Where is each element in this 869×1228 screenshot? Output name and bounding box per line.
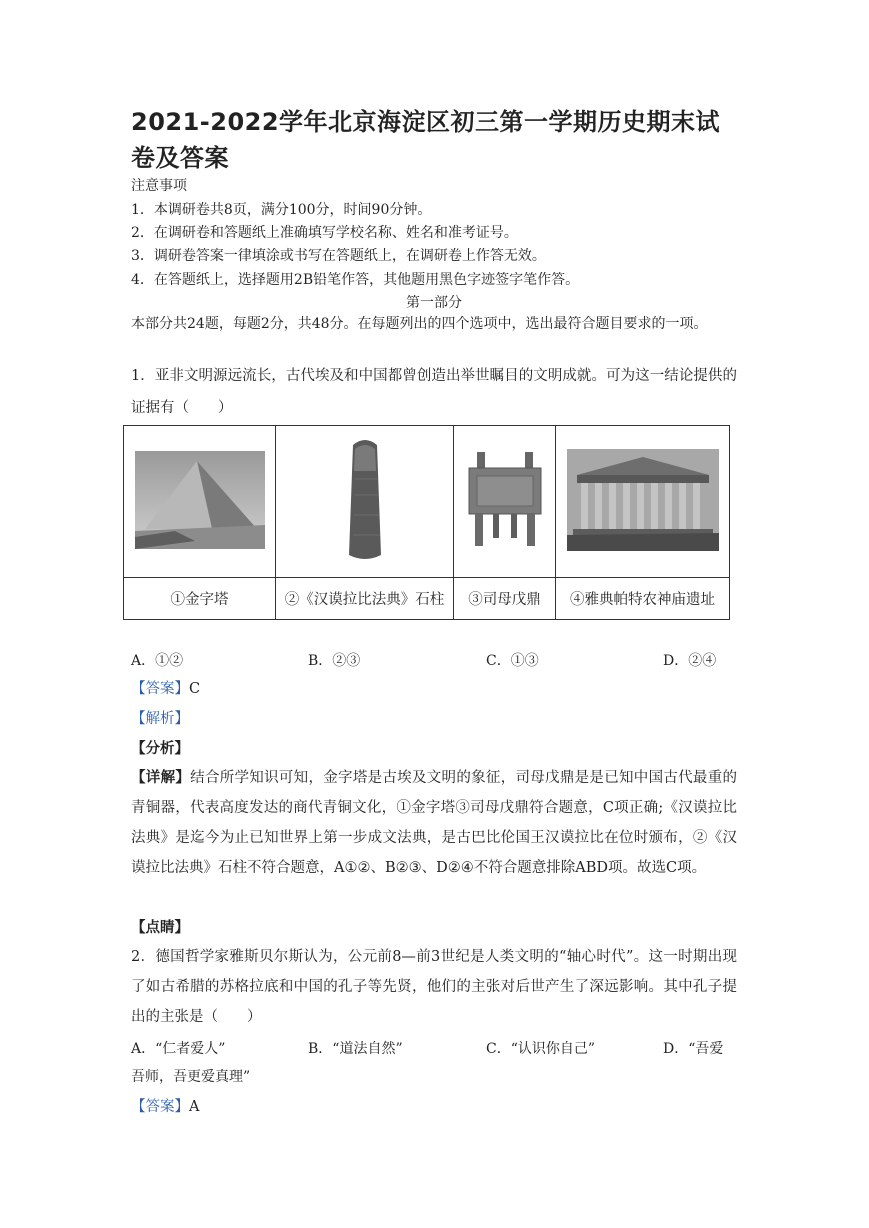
q2-option-c: C．“认识你自己” <box>486 1041 596 1057</box>
question-1-image-table <box>123 425 730 620</box>
parthenon-image <box>567 449 719 551</box>
analysis-label: 【解析】 <box>131 711 189 727</box>
q1-detail <box>131 763 737 883</box>
caption-parthenon: ④雅典帕特农神庙遗址 <box>556 578 730 620</box>
detail-label: 【详解】 <box>131 769 191 786</box>
answer-value: A <box>189 1099 200 1115</box>
code-of-hammurabi-image-cell <box>276 426 454 578</box>
part-heading: 第一部分 <box>406 295 462 311</box>
answer-label: 【答案】 <box>131 1099 189 1115</box>
question-1-stem: 1．亚非文明源远流长，古代埃及和中国都曾创造出举世瞩目的文明成就。可为这一结论提供的证据有（ ） <box>131 368 737 416</box>
simuwu-ding-image-cell <box>454 426 556 578</box>
part-instruction: 本部分共24题，每题2分，共48分。在每题列出的四个选项中，选出最符合题目要求的一项。 <box>131 316 708 332</box>
answer-value: C <box>189 681 201 697</box>
q2-option-a: A．“仁者爱人” <box>131 1041 226 1057</box>
caption-hammurabi: ②《汉谟拉比法典》石柱 <box>276 578 454 620</box>
answer-label: 【答案】 <box>131 681 189 697</box>
caption-pyramid: ①金字塔 <box>124 578 276 620</box>
q1-option-a: A．①② <box>131 653 184 669</box>
pyramid-image-cell <box>124 426 276 578</box>
ding-image <box>463 452 547 548</box>
q1-option-d: D．②④ <box>663 653 717 669</box>
parthenon-image-cell <box>556 426 730 578</box>
caption-ding: ③司母戊鼎 <box>454 578 556 620</box>
notice-item: 3．调研卷答案一律填涂或书写在答题纸上，在调研卷上作答无效。 <box>131 248 546 264</box>
question-2-stem: 2．德国哲学家雅斯贝尔斯认为，公元前8—前3世纪是人类文明的“轴心时代”。这一时期出现了如古希腊的苏格拉底和中国的孔子等先贤，他们的主张对后世产生了深远影响。其中孔子提出的主张是（ ） <box>131 949 737 1025</box>
q1-option-c: C．①③ <box>486 653 539 669</box>
q1-option-b: B．②③ <box>308 653 361 669</box>
pyramid-image <box>135 451 265 549</box>
page-title: 2021-2022学年北京海淀区初三第一学期历史期末试卷及答案 <box>131 108 721 172</box>
fenxi-label: 【分析】 <box>131 740 189 757</box>
notice-item: 4．在答题纸上，选择题用2B铅笔作答，其他题用黑色字迹签字笔作答。 <box>131 272 580 288</box>
q2-option-d: D．“吾爱 <box>663 1041 724 1057</box>
notice-item: 2．在调研卷和答题纸上准确填写学校名称、姓名和准考证号。 <box>131 225 518 241</box>
detail-text: 结合所学知识可知，金字塔是古埃及文明的象征，司母戊鼎是是已知中国古代最重的青铜器，代表高度发达的商代青铜文化，①金字塔③司母戊鼎符合题意，C项正确;《汉谟拉比法典》是迄今为止已知世界上第一步成文法典，是古巴比伦国王汉谟拉比在位时颁布，②《汉谟拉比法典》石柱不符合题意，A①②、B②③、D②④不符合题意排除ABD项。故选C项。 <box>131 770 738 876</box>
q2-option-d-continued: 吾师，吾更爱真理” <box>131 1069 251 1085</box>
notice-item: 1．本调研卷共8页，满分100分，时间90分钟。 <box>131 202 432 218</box>
q1-answer <box>131 679 200 699</box>
notice-heading: 注意事项 <box>131 178 187 194</box>
q2-option-b: B．“道法自然” <box>308 1041 403 1057</box>
dianjing-label: 【点睛】 <box>131 919 189 936</box>
q2-answer <box>131 1097 199 1117</box>
stele-image <box>335 435 395 565</box>
